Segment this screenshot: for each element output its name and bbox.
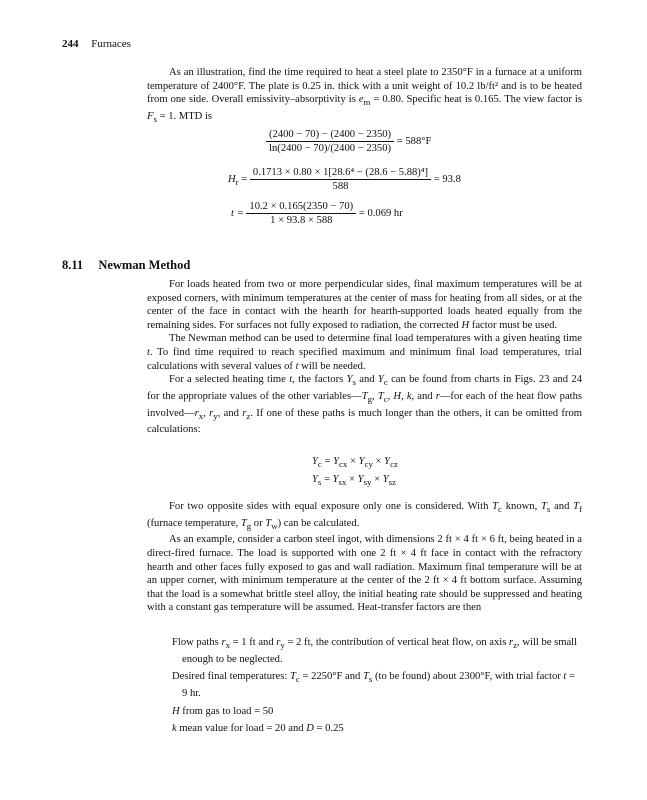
running-head [62, 38, 131, 50]
t-equation [231, 200, 403, 227]
running-title: Furnaces [91, 38, 131, 50]
flow-list [172, 636, 582, 736]
t-numerator: 10.2 × 0.165(2350 − 70) [246, 200, 356, 214]
ys-equation: $Y_s = Y_{sx} \times Y_{sy} \times Y_{sz}$ [312, 474, 396, 488]
hr-denominator: 588 [332, 181, 349, 192]
mtd-numerator: (2400 − 70) − (2400 − 2350) [266, 128, 394, 142]
intro-paragraph-block [147, 66, 582, 127]
hr-subscript: r [235, 177, 239, 188]
section-heading [62, 258, 190, 273]
yc-equation: $Y_c = Y_{cx} \times Y_{cy} \times Y_{cz}$ [312, 456, 398, 470]
section-body-2 [147, 500, 582, 615]
flow-item-2: Desired final temperatures: $T_c = 2250^\circ F$ and $T_s$ (to be found) about 2300°F, with trial factor t = 9 hr. [172, 671, 575, 699]
intro-paragraph: As an illustration, find the time required to heat a steel plate to 2350°F in a furnace at a uniform temperature of 2400°F. The plate is 0.25 in. thick with a unit weight of 10.2 lb/ft² and is to be heated from one side. Overall emissivity–absorptivity is $e_m = 0.80$. Specific heat is 0.165. The view factor is $F_s = 1$. MTD is [147, 67, 582, 124]
mtd-equation [266, 128, 431, 155]
section-title: Newman Method [98, 258, 191, 272]
flow-item-1: Flow paths $r_x = 1$ ft and $r_y = 2$ ft, the contribution of vertical heat flow, on axis $r_z$, will be small enough to be neglected. [172, 637, 578, 665]
hr-result: = 93.8 [433, 173, 461, 185]
paragraph-4: For two opposite sides with equal exposure only one is considered. With $T_c$ known, $T_s$ and $T_f$ (furnace temperature, $T_g$ or $T_w$) can be calculated. [147, 501, 583, 531]
t-result: = 0.069 hr [358, 207, 403, 219]
paragraph-2: The Newman method can be used to determine final load temperatures with a given heating time t. To find time required to reach specified maximum and minimum final load temperatures, trial calculations with several values of t will be needed. [147, 333, 582, 372]
paragraph-3: For a selected heating time t, the factors $Y_s$ and $Y_c$ can be found from charts in Figs. 23 and 24 for the appropriate values of the other $variables—T_g$, $T_c$, H, k, and r—for each of the heat flow paths $involved—r_x$, $r_y$, and $r_z$. If one of these paths is much longer than the others, it can be omitted from calculations: [147, 374, 583, 436]
paragraph-1: For loads heated from two or more perpendicular sides, final maximum temperatures will be at exposed corners, with minimum temperatures at the center of mass for heating from all sides, or at the center of the face in contact with the hearth for hearth-supported loads heated equally from the remaining sides. For surfaces not fully exposed to radiation, the corrected H factor must be used. [147, 279, 582, 331]
page-number: 244 [62, 38, 79, 50]
t-lhs: t = [231, 207, 244, 219]
paragraph-5: As an example, consider a carbon steel ingot, with dimensions 2 ft × 4 ft × 6 ft, being heated in a direct-fired furnace. The load is supported with one 2 ft × 4 ft face in contact with the refractory hearth and other faces fully exposed to gas and wall radiation. Maximum final temperature will be at an upper corner, with minimum temperature at the center of the 2 ft × 4 ft bottom surface. Assuming that the load is a somewhat brittle steel alloy, the initial heating rate should be suppressed and heating with a constant gas temperature will be assumed. Heat-transfer factors are then [147, 534, 582, 614]
flow-item-4: k mean value for load = 20 and D = 0.25 [172, 723, 344, 735]
hr-equation: $H_r$ = $\frac{\text{0.1713 × 0.80 × 1[28.6⁴ − (28.6 − 5.88)⁴]}}{588}$ = 93.8 [228, 167, 461, 192]
section-number: 8.11 [62, 258, 84, 272]
t-denominator: 1 × 93.8 × 588 [270, 215, 333, 226]
mtd-result: = 588°F [396, 135, 432, 147]
section-body [147, 278, 582, 437]
mtd-denominator: ln(2400 − 70)/(2400 − 2350) [269, 143, 392, 154]
flow-item-3: H from gas to load = 50 [172, 705, 274, 717]
hr-numerator: 0.1713 × 0.80 × 1[28.6⁴ − (28.6 − 5.88)⁴] [250, 166, 431, 180]
hr-symbol: H [228, 173, 236, 185]
